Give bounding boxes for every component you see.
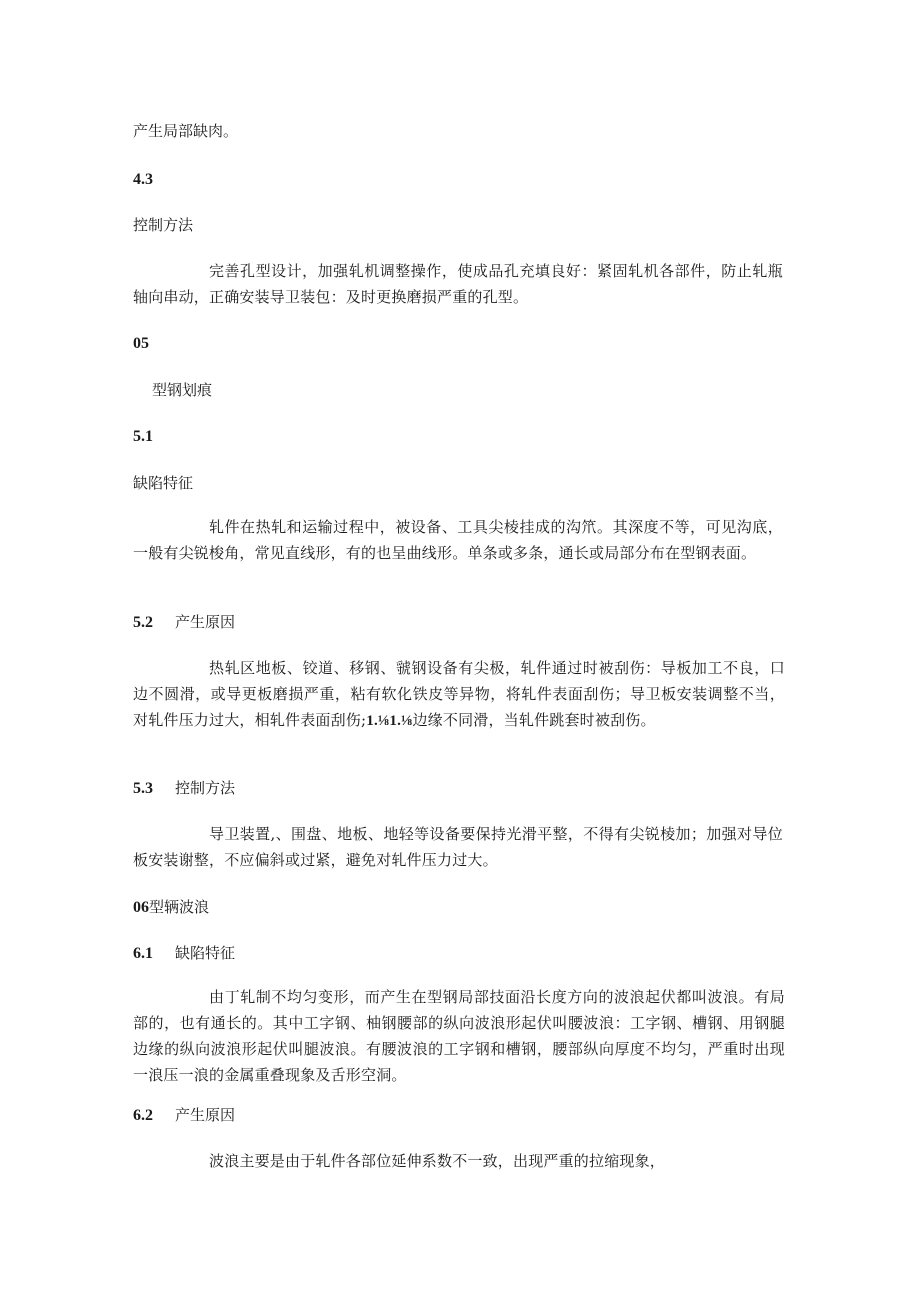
section-number-5-2: 5.2: [133, 614, 153, 631]
paragraph-5-3: 导卫装置,、围盘、地板、地轻等设备要保持光滑平整，不得有尖锐棱加；加强对导位板安装谢整，不应偏斜或过紧，避免对轧件压力过大。: [133, 825, 783, 869]
paragraph-5-2: [133, 655, 785, 734]
section-heading-5-2: [133, 609, 785, 636]
paragraph-6-2: 波浪主要是由于轧件各部位延伸系数不一致，出现严重的拉缩现象，: [209, 1152, 666, 1170]
paragraph-4-3: 完善孔型设计，加强轧机调整操作，使成品孔充填良好：紧固轧机各部件，防止轧瓶轴向串动，正确安装导卫装包：及时更换磨损严重的孔型。: [133, 262, 783, 306]
section-number-4-3: 4.3: [133, 171, 153, 188]
section-title-6-2: 产生原因: [175, 1106, 236, 1124]
section-title-control-method: 控制方法: [133, 216, 194, 234]
section-heading-6-2: [133, 1102, 785, 1129]
chapter-number-06: 06: [133, 899, 149, 916]
section-title-5-1: 缺陷特征: [133, 474, 194, 492]
paragraph-5-2-bold: 1.⅛1.⅛: [366, 713, 413, 729]
section-heading-6-1: [133, 940, 785, 967]
chapter-heading-06: [133, 894, 785, 921]
paragraph-5-1: 轧件在热轧和运输过程中，被设备、工具尖棱挂成的沟笊。其深度不等，可见沟底，一般有尖锐梭角，常见直线形，有的也呈曲线形。单条或多条，通长或局部分布在型钢表面。: [133, 518, 783, 562]
paragraph-6-1: 由丁轧制不均匀变形，而产生在型钢局部技面沿长度方向的波浪起伏都叫波浪。有局部的，也有通长的。其中工字钢、柚钢腰部的纵向波浪形起伏叫腰波浪：工字钢、槽钢、用钢腿边缘的纵向波浪形起伏叫腿波浪。有腰波浪的工字钢和槽钢，腰部纵向厚度不均匀，严重时出现一浪压一浪的金属重叠现象及舌形空洞。: [133, 988, 785, 1084]
paragraph-5-2-text: 热轧区地板、铰道、移钢、虢钢设备有尖极，轧件通过时被刮伤：导板加工不良，口边不圆滑，或导更板磨损严重，粘有软化铁皮等异物，将轧件表面刮伤；导卫板安装调整不当，对轧件压力过大，相轧件表面刮伤;: [133, 659, 785, 729]
section-number-6-1: 6.1: [133, 945, 153, 962]
section-number-5-3: 5.3: [133, 780, 153, 797]
chapter-title-06: 型辆波浪: [149, 898, 210, 916]
section-title-5-3: 控制方法: [175, 779, 236, 797]
chapter-title-05: 型钢划痕: [152, 381, 213, 399]
chapter-number-05: 05: [133, 335, 149, 352]
paragraph-5-2-tail: 边缘不同滑，当轧件跳套时被刮伤。: [412, 711, 656, 729]
section-number-6-2: 6.2: [133, 1107, 153, 1124]
section-title-6-1: 缺陷特征: [175, 944, 236, 962]
section-number-5-1: 5.1: [133, 428, 153, 445]
text-line: 产生局部缺肉。: [133, 122, 239, 140]
section-heading-5-3: [133, 775, 785, 802]
section-title-5-2: 产生原因: [175, 613, 236, 631]
